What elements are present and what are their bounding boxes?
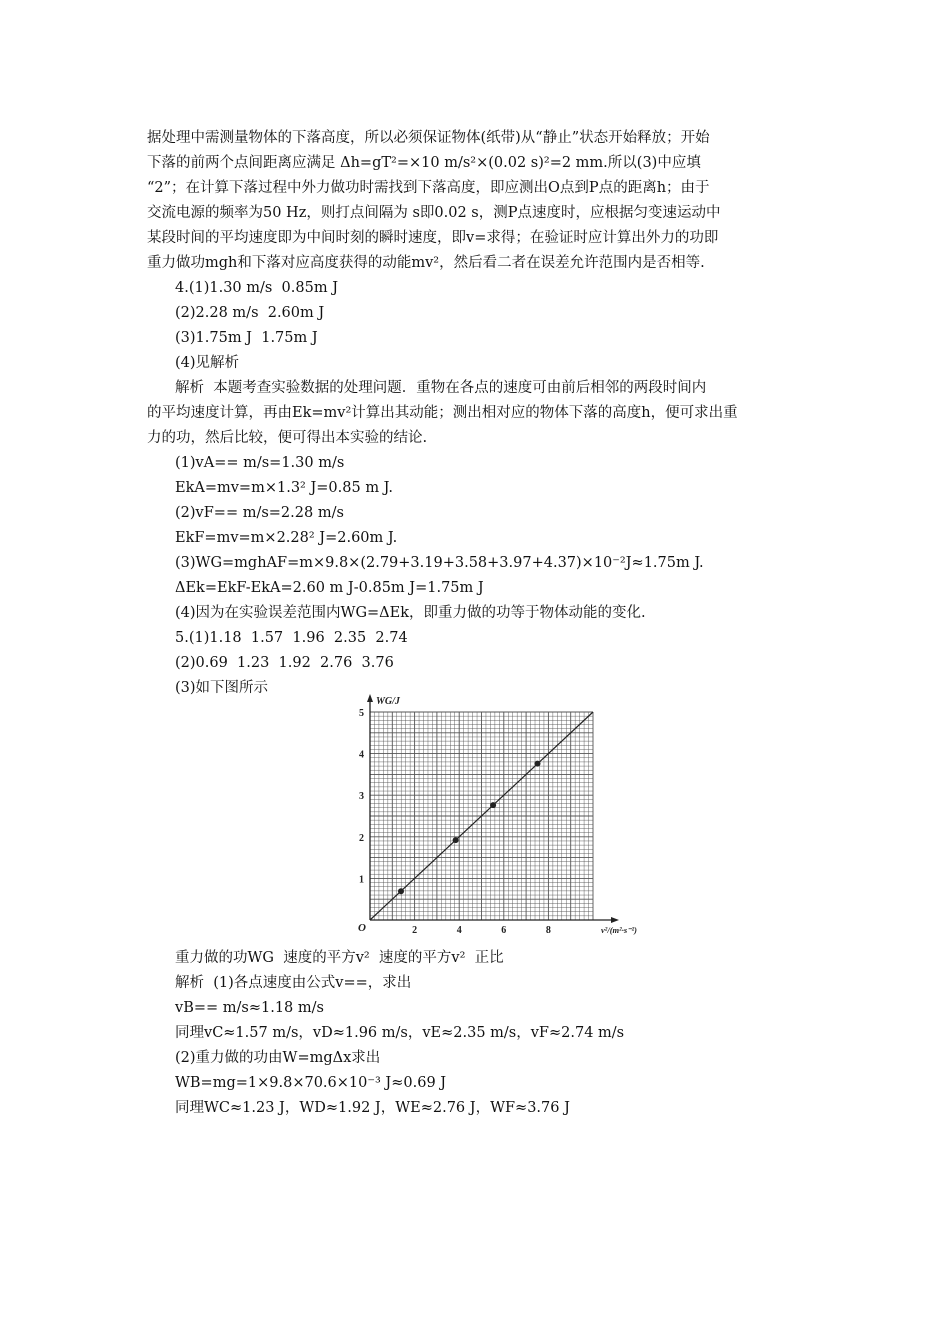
x-tick-label: 4 (456, 925, 462, 936)
analysis-line: 的平均速度计算，再由Ek=mv²计算出其动能；测出相对应的物体下落的高度h，便可求出重 (147, 405, 738, 421)
y-tick-label: 3 (359, 791, 364, 803)
data-point (453, 837, 459, 843)
formula-line: WB=mg=1×9.8×70.6×10⁻³ J≈0.69 J (175, 1075, 447, 1091)
formula-line: (3)WG=mghAF=m×9.8×(2.79+3.19+3.58+3.97+4.37)×10⁻²J≈1.75m J. (175, 555, 704, 571)
formula-line: EkF=mv=m×2.28² J=2.60m J. (175, 530, 398, 546)
y-axis-label: WG/J (376, 696, 400, 707)
origin-label: O (358, 922, 366, 934)
formula-line: ΔEk=EkF-EkA=2.60 m J-0.85m J=1.75m J (175, 580, 484, 596)
formula-line: (1)vA== m/s=1.30 m/s (175, 455, 345, 471)
answer-4-1: 4.(1)1.30 m/s 0.85m J (175, 280, 339, 296)
x-tick-label: 8 (545, 925, 551, 936)
y-tick-label: 2 (359, 832, 364, 844)
paragraph-line: 重力做功mgh和下落对应高度获得的动能mv²，然后看二者在误差允许范围内是否相等. (147, 255, 705, 271)
answer-4-2: (2)2.28 m/s 2.60m J (175, 305, 325, 321)
x-axis-label: v²/(m²·s⁻²) (601, 925, 637, 935)
paragraph-line: 某段时间的平均速度即为中间时刻的瞬时速度，即v=求得；在验证时应计算出外力的功即 (147, 230, 719, 246)
formula-line: (2)重力做的功由W=mgΔx求出 (175, 1050, 381, 1066)
y-tick-label: 5 (359, 708, 364, 719)
answer-5-3: (3)如下图所示 (175, 680, 269, 696)
data-point (534, 761, 540, 767)
formula-line: 同理WC≈1.23 J，WD≈1.92 J，WE≈2.76 J，WF≈3.76 J (175, 1100, 570, 1116)
paragraph-line: 交流电源的频率为50 Hz，则打点间隔为 s即0.02 s，测P点速度时，应根据匀变速运动中 (147, 205, 721, 221)
work-vs-velocity-squared-chart (340, 690, 640, 942)
answer-4-4: (4)见解析 (175, 355, 240, 371)
x-tick-label: 6 (501, 925, 507, 936)
analysis-line: 解析 本题考查实验数据的处理问题．重物在各点的速度可由前后相邻的两段时间内 (175, 380, 707, 396)
formula-line: 同理vC≈1.57 m/s，vD≈1.96 m/s，vE≈2.35 m/s，vF≈2.74 m/s (175, 1025, 625, 1041)
answer-5-1: 5.(1)1.18 1.57 1.96 2.35 2.74 (175, 630, 408, 646)
y-tick-label: 4 (359, 749, 364, 761)
conclusion-line: 重力做的功WG 速度的平方v² 速度的平方v² 正比 (175, 950, 504, 966)
chart-axes (358, 694, 637, 936)
formula-line: vB== m/s≈1.18 m/s (175, 1000, 324, 1016)
answer-4-3: (3)1.75m J 1.75m J (175, 330, 318, 346)
x-axis-arrow (611, 917, 619, 923)
paragraph-line: 下落的前两个点间距离应满足 Δh=gT²=×10 m/s²×(0.02 s)²=2 mm.所以(3)中应填 (147, 155, 701, 171)
data-point (490, 802, 496, 808)
y-axis-arrow (367, 694, 373, 702)
analysis-line: 解析 (1)各点速度由公式v==，求出 (175, 975, 412, 991)
paragraph-line: “2”；在计算下落过程中外力做功时需找到下落高度，即应测出O点到P点的距离h；由于 (147, 180, 710, 196)
formula-line: EkA=mv=m×1.3² J=0.85 m J. (175, 480, 393, 496)
y-tick-label: 1 (359, 874, 364, 886)
formula-line: (2)vF== m/s=2.28 m/s (175, 505, 344, 521)
formula-line: (4)因为在实验误差范围内WG=ΔEk，即重力做的功等于物体动能的变化. (175, 605, 646, 621)
analysis-line: 力的功，然后比较，便可得出本实验的结论. (147, 430, 428, 446)
answer-5-2: (2)0.69 1.23 1.92 2.76 3.76 (175, 655, 394, 671)
x-tick-label: 2 (412, 925, 418, 936)
paragraph-line: 据处理中需测量物体的下落高度，所以必须保证物体(纸带)从“静止”状态开始释放；开始 (147, 130, 710, 146)
data-point (398, 888, 404, 894)
